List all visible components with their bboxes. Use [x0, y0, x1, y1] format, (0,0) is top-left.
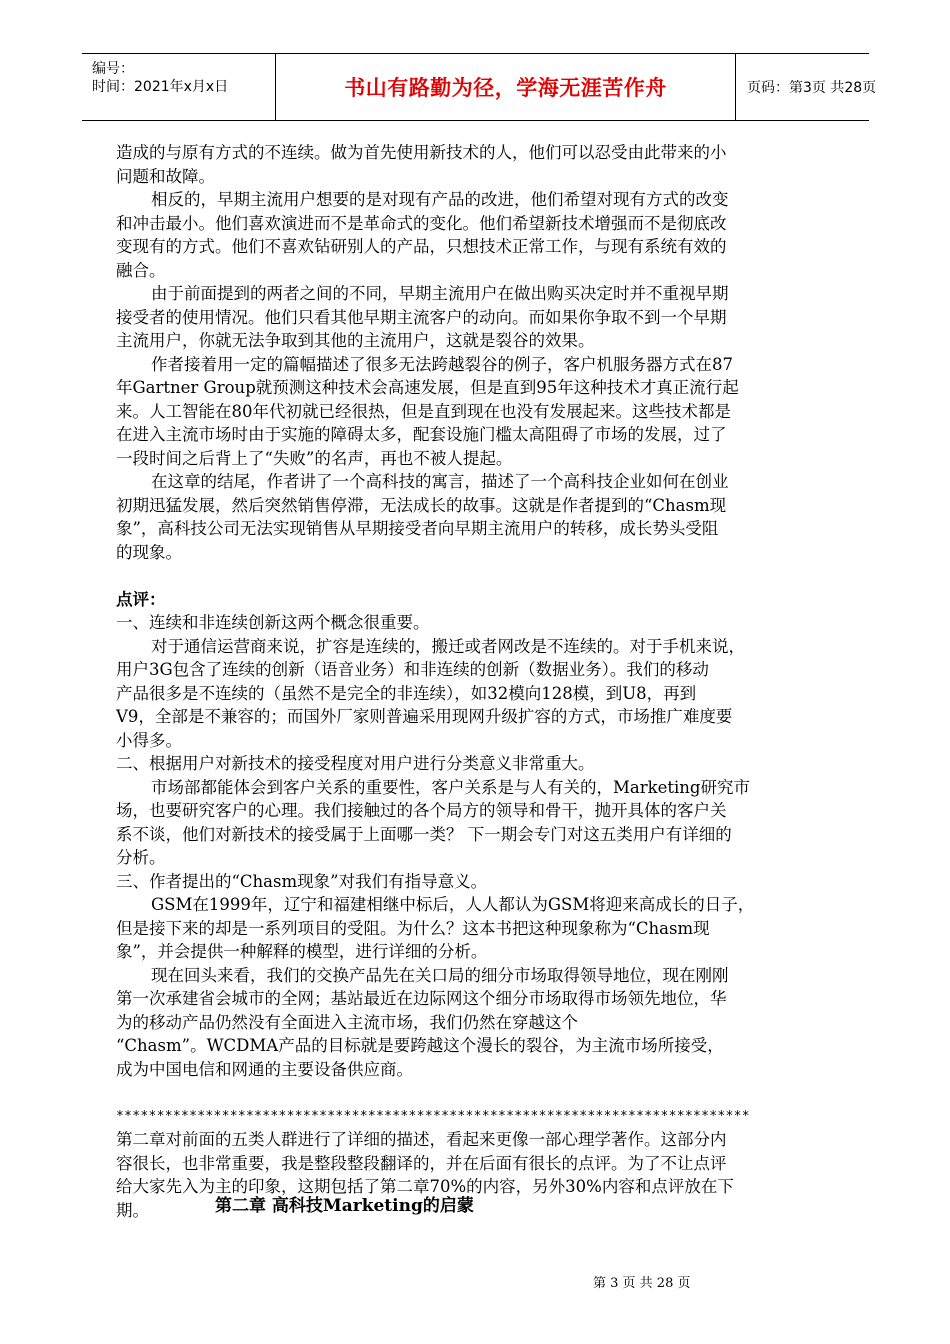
- text-line: 二、根据用户对新技术的接受程度对用户进行分类意义非常重大。: [116, 754, 595, 773]
- header-motto: 书山有路勤为径，学海无涯苦作舟: [275, 54, 736, 120]
- text-line: 来。人工智能在80年代初就已经很热，但是直到现在也没有发展起来。这些技术都是: [116, 401, 731, 421]
- text-line: 分析。: [116, 848, 166, 867]
- text-line: 变现有的方式。他们不喜欢钻研别人的产品，只想技术正常工作，与现有系统有效的: [116, 237, 727, 256]
- text-line: 点评：: [116, 589, 166, 609]
- text-line: 的现象。: [116, 542, 182, 562]
- text-line: 为的移动产品仍然没有全面进入主流市场，我们仍然在穿越这个: [116, 1012, 578, 1032]
- page-footer: 第 3 页 共 28 页: [593, 1276, 691, 1291]
- text-line: 年Gartner Group就预测这种技术会高速发展，但是直到95年这种技术才真正流行起: [116, 378, 739, 397]
- text-line: “Chasm”。WCDMA产品的目标就是要跨越这个漫长的裂谷，为主流市场所接受，: [116, 1036, 724, 1055]
- separator-line: ******************************************************************************: [116, 1108, 750, 1124]
- text-line: 用户3G包含了连续的创新（语音业务）和非连续的创新（数据业务）。我们的移动: [116, 660, 709, 679]
- blank-line: [116, 564, 836, 588]
- text-line: 象”，高科技公司无法实现销售从早期接受者向早期主流用户的转移，成长势头受阻: [116, 519, 719, 538]
- text-line: 一段时间之后背上了“失败”的名声，再也不被人提起。: [116, 448, 513, 468]
- text-line: 市场部都能体会到客户关系的重要性，客户关系是与人有关的，Marketing研究市: [151, 777, 750, 797]
- text-line: 场，也要研究客户的心理。我们接触过的各个局方的领导和骨干，抛开具体的客户关: [116, 801, 727, 820]
- text-line: 成为中国电信和网通的主要设备供应商。: [116, 1059, 413, 1079]
- text-line: 三、作者提出的“Chasm现象”对我们有指导意义。: [116, 871, 488, 891]
- text-line: 容很长，也非常重要，我是整段整段翻译的，并在后面有很长的点评。为了不让点评: [116, 1153, 727, 1173]
- text-line: 造成的与原有方式的不连续。做为首先使用新技术的人，他们可以忍受由此带来的小: [116, 143, 727, 162]
- document-body: [116, 141, 836, 1222]
- text-line: 对于通信运营商来说，扩容是连续的，搬迁或者网改是不连续的。对于手机来说，: [151, 636, 745, 656]
- time-label: 时间：2021年x月x日: [92, 79, 229, 95]
- header-page-info: 页码：第3页 共28页: [747, 80, 877, 96]
- text-line: 但是接下来的却是一系列项目的受阻。为什么？这本书把这种现象称为“Chasm现: [116, 918, 710, 938]
- text-line: 主流用户，你就无法争取到其他的主流用户，这就是裂谷的效果。: [116, 331, 595, 350]
- text-line: 相反的，早期主流用户想要的是对现有产品的改进，他们希望对现有方式的改变: [151, 190, 729, 209]
- text-line: 在进入主流市场时由于实施的障碍太多，配套设施门槛太高阻碍了市场的发展，过了: [116, 425, 727, 444]
- text-line: 产品很多是不连续的（虽然不是完全的非连续），如32模向128模，到U8，再到: [116, 683, 697, 703]
- text-line: 一、连续和非连续创新这两个概念很重要。: [116, 613, 430, 632]
- document-header: [82, 53, 877, 121]
- text-line: 系不谈，他们对新技术的接受属于上面哪一类？ 下一期会专门对这五类用户有详细的: [116, 824, 732, 844]
- text-line: 期。: [116, 1200, 149, 1220]
- text-line: 给大家先入为主的印象，这期包括了第二章70%的内容，另外30%内容和点评放在下: [116, 1177, 734, 1196]
- text-line: V9，全部是不兼容的；而国外厂家则普遍采用现网升级扩容的方式，市场推广难度要: [116, 707, 733, 726]
- text-line: 初期迅猛发展，然后突然销售停滞，无法成长的故事。这就是作者提到的“Chasm现: [116, 495, 727, 515]
- text-line: 接受者的使用情况。他们只看其他早期主流客户的动向。而如果你争取不到一个早期: [116, 307, 727, 327]
- text-line: 第一次承建省会城市的全网；基站最近在边际网这个细分市场取得市场领先地位，华: [116, 989, 727, 1008]
- text-line: GSM在1999年，辽宁和福建相继中标后，人人都认为GSM将迎来高成长的日子，: [151, 895, 755, 914]
- text-line: 小得多。: [116, 730, 182, 750]
- text-line: 作者接着用一定的篇幅描述了很多无法跨越裂谷的例子，客户机服务器方式在87: [151, 354, 733, 374]
- text-line: 在这章的结尾，作者讲了一个高科技的寓言，描述了一个高科技企业如何在创业: [151, 472, 729, 491]
- blank-line: [116, 1081, 836, 1105]
- text-line: 融合。: [116, 260, 166, 280]
- number-label: 编号：: [92, 61, 134, 77]
- text-line: 由于前面提到的两者之间的不同，早期主流用户在做出购买决定时并不重视早期: [151, 284, 729, 303]
- text-line: 象”，并会提供一种解释的模型，进行详细的分析。: [116, 942, 488, 961]
- text-line: 第二章对前面的五类人群进行了详细的描述，看起来更像一部心理学著作。这部分内: [116, 1130, 727, 1149]
- text-line: 和冲击最小。他们喜欢演进而不是革命式的变化。他们希望新技术增强而不是彻底改: [116, 213, 727, 233]
- text-line: 现在回头来看，我们的交换产品先在关口局的细分市场取得领导地位，现在刚刚: [151, 965, 729, 985]
- header-meta: [82, 54, 274, 120]
- chapter-title: 第二章 高科技Marketing的启蒙: [215, 1196, 474, 1216]
- text-line: 问题和故障。: [116, 166, 215, 186]
